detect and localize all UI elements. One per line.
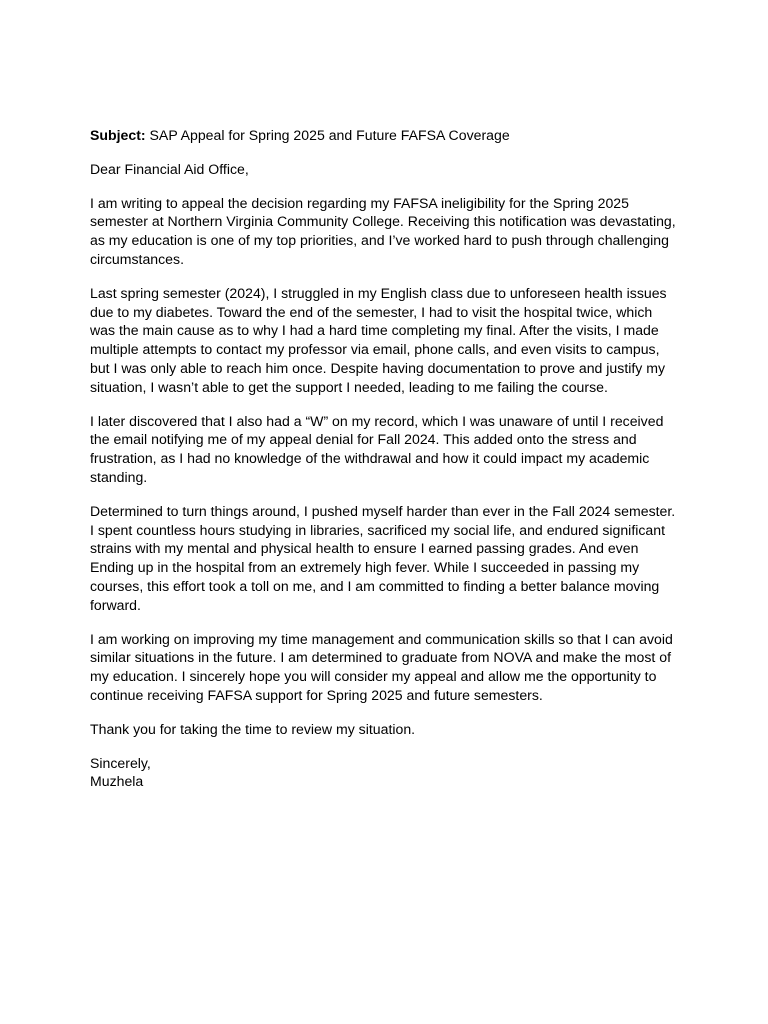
paragraph-health-issues: Last spring semester (2024), I struggled in my English class due to unforeseen health issues due to my diabetes. Toward the end of the semester, I had to visit the hospital twice, which was the main cause as to why I had a hard time completing my final. After the visits, I made multiple attempts to contact my professor via email, phone calls, and even visits to campus, but I was only able to reach him once. Despite having documentation to prove and justify my situation, I wasn’t able to get the support I needed, leading to me failing the course. <box>90 284 667 395</box>
closing: Sincerely, <box>90 754 151 771</box>
paragraph-thanks: Thank you for taking the time to review my situation. <box>90 720 416 737</box>
subject-text: SAP Appeal for Spring 2025 and Future FAFSA Coverage <box>145 127 510 143</box>
subject-label: Subject: <box>90 127 146 143</box>
signature: Muzhela <box>90 773 144 790</box>
paragraph-fall-semester: Determined to turn things around, I pushed myself harder than ever in the Fall 2024 semester. I spent countless hours studying in libraries, sacrificed my social life, and endured significant strains with my mental and physical health to ensure I earned passing grades. And even Ending up in the hospital from an extremely high fever. While I succeeded in passing my courses, this effort took a toll on me, and I am committed to finding a better balance moving forward. <box>90 502 676 613</box>
paragraph-withdrawal: I later discovered that I also had a “W” on my record, which I was unaware of until I received the email notifying me of my appeal denial for Fall 2024. This added onto the stress and frustration, as I had no knowledge of the withdrawal and how it could impact my academic standing. <box>90 412 664 485</box>
paragraph-intro: I am writing to appeal the decision regarding my FAFSA ineligibility for the Spring 2025 semester at Northern Virginia Community College. Receiving this notification was devastating, as my education is one of my top priorities, and I’ve worked hard to push through challenging circumstances. <box>90 194 676 267</box>
subject-line <box>90 126 680 145</box>
paragraph-improvement: I am working on improving my time management and communication skills so that I can avoid similar situations in the future. I am determined to graduate from NOVA and make the most of my education. I sincerely hope you will consider my appeal and allow me the opportunity to continue receiving FAFSA support for Spring 2025 and future semesters. <box>90 630 673 703</box>
letter-body <box>90 126 680 791</box>
salutation: Dear Financial Aid Office, <box>90 160 249 177</box>
